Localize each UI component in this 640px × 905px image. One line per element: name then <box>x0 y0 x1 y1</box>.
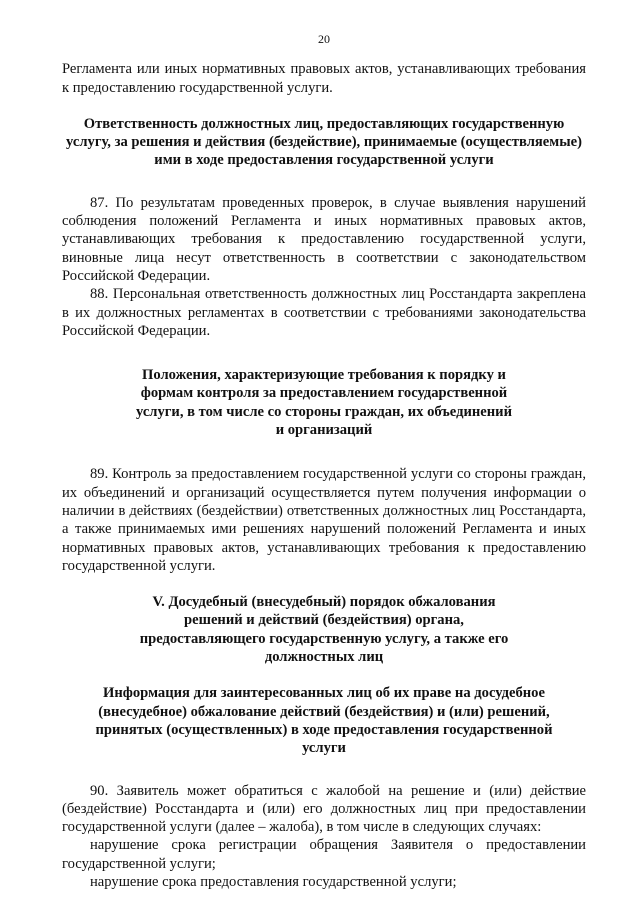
paragraph-90: 90. Заявитель может обратиться с жалобой на решение и (или) действие (бездействие) Росстандарта и (или) его должностных лиц при предоставлении государственной услуги (далее – жалоба), в том числе в следующих случаях: <box>62 782 586 836</box>
heading-control: Положения, характеризующие требования к порядку и формам контроля за предоставлением государственной услуги, в том числе со стороны граждан, их объединений и организаций <box>135 367 512 439</box>
intro-paragraph: Регламента или иных нормативных правовых актов, устанавливающих требования к предоставлению государственной услуги. <box>62 61 586 96</box>
paragraph-88: 88. Персональная ответственность должностных лиц Росстандарта закреплена в их должностных регламентах в соответствии с требованиями законодательства Российской Федерации. <box>62 286 586 339</box>
heading-responsibility: Ответственность должностных лиц, предоставляющих государственную услугу, за решения и действия (бездействие), принимаемые (осуществляемые) ими в ходе предоставления государственной услуги <box>66 115 582 169</box>
paragraph-87: 87. По результатам проведенных проверок, в случае выявления нарушений соблюдения положений Регламента и иных нормативных правовых актов, устанавливающих требования к предоставлению государственной услуги, виновные лица несут ответственность в соответствии с законодательством Российской Федерации. <box>62 194 586 284</box>
case-item-2: нарушение срока предоставления государственной услуги; <box>90 873 457 890</box>
document-page <box>62 30 586 891</box>
heading-info: Информация для заинтересованных лиц об их праве на досудебное (внесудебное) обжалование действий (бездействия) и (или) решений, принятых (осуществленных) в ходе предоставления государственной услуги <box>95 685 553 757</box>
heading-section-v: V. Досудебный (внесудебный) порядок обжалования решений и действий (бездействия) органа, предоставляющего государственную услугу, а также его должностных лиц <box>139 594 509 666</box>
paragraph-89: 89. Контроль за предоставлением государственной услуги со стороны граждан, их объединений и организаций осуществляется путем получения информации о наличии в действиях (бездействии) ответственных должностных лиц Росстандарта, а также принимаемых ими решениях нарушений положений Регламента и иных нормативных правовых актов, устанавливающих требования к предоставлению государственной услуги. <box>62 466 586 574</box>
page-number: 20 <box>318 32 330 46</box>
case-item-1: нарушение срока регистрации обращения Заявителя о предоставлении государственной услуги; <box>62 837 586 872</box>
